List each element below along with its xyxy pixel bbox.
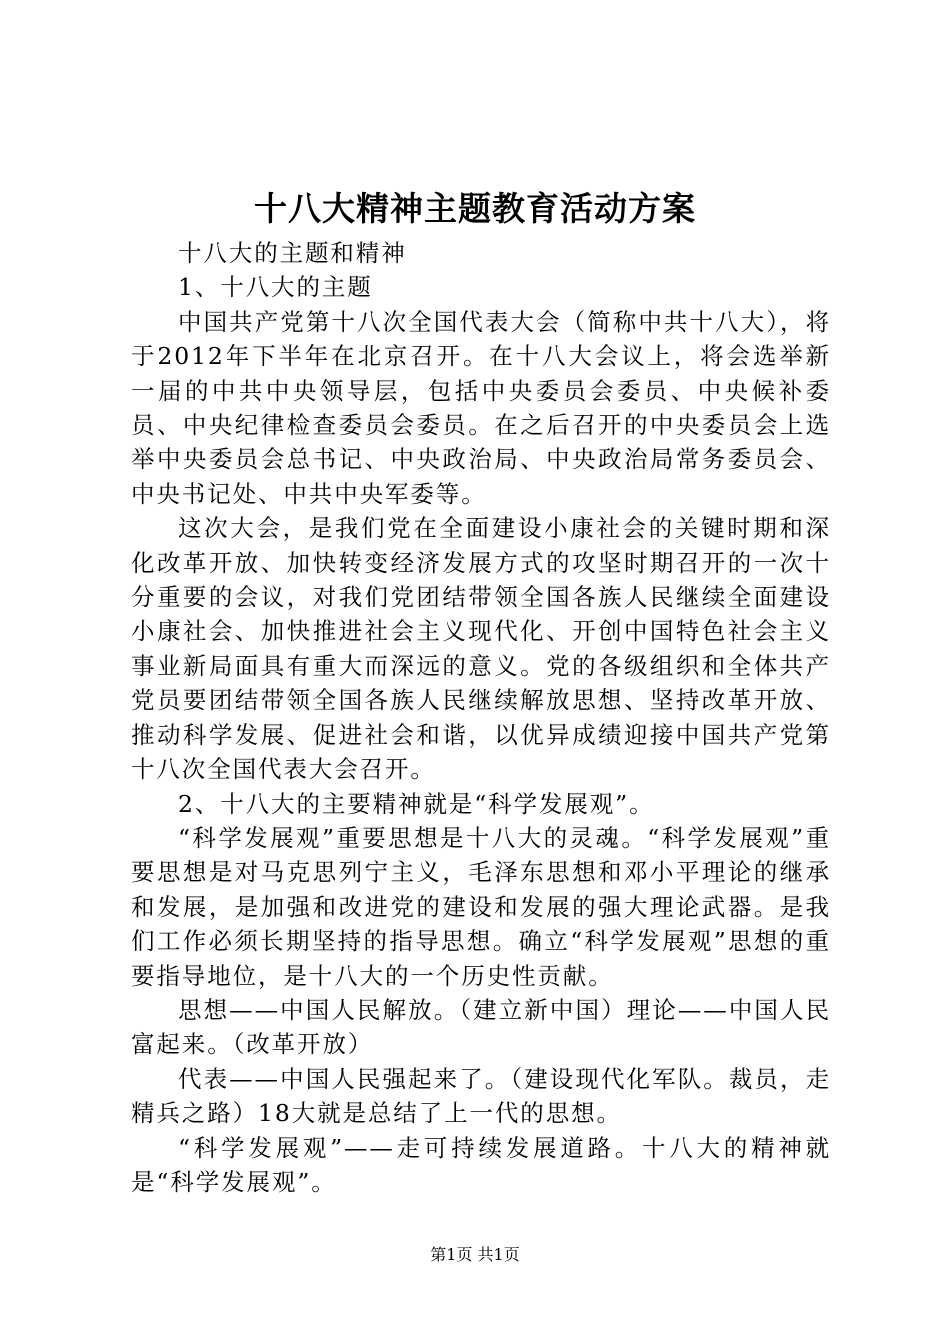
document-title: 十八大精神主题教育活动方案 (254, 189, 696, 228)
paragraph-3: 中国共产党第十八次全国代表大会（简称中共十八大），将于2012年下半年在北京召开。在十八大会议上，将会选举新一届的中共中央领导层，包括中央委员会委员、中央候补委员、中央纪律检查委员会委员。在之后召开的中央委员会上选举中央委员会总书记、中央政治局、中央政治局常务委员会、中央书记处、中共中央军委等。 (131, 307, 831, 508)
paragraph-2: 1、十八大的主题 (178, 273, 373, 302)
paragraph-4: 这次大会，是我们党在全面建设小康社会的关键时期和深化改革开放、加快转变经济发展方式的攻坚时期召开的一次十分重要的会议，对我们党团结带领全国各族人民继续全面建设小康社会、加快推进社会主义现代化、开创中国特色社会主义事业新局面具有重大而深远的意义。党的各级组织和全体共产党员要团结带领全国各族人民继续解放思想、坚持改革开放、推动科学发展、促进社会和谐，以优异成绩迎接中国共产党第十八次全国代表大会召开。 (131, 514, 831, 784)
paragraph-9: “科学发展观”——走可持续发展道路。十八大的精神就是“科学发展观”。 (131, 1133, 831, 1196)
paragraph-6: “科学发展观”重要思想是十八大的灵魂。“科学发展观”重要思想是对马克思列宁主义，毛泽东思想和邓小平理论的继承和发展，是加强和改进党的建设和发展的强大理论武器。是我们工作必须长期坚持的指导思想。确立“科学发展观”思想的重要指导地位，是十八大的一个历史性贡献。 (131, 823, 831, 990)
paragraph-1: 十八大的主题和精神 (178, 239, 407, 267)
paragraph-7: 思想——中国人民解放。（建立新中国）理论——中国人民富起来。（改革开放） (131, 995, 831, 1059)
paragraph-8: 代表——中国人民强起来了。（建设现代化军队。裁员，走精兵之路）18大就是总结了上一代的思想。 (131, 1064, 831, 1128)
paragraph-5: 2、十八大的主要精神就是“科学发展观”。 (178, 789, 655, 818)
document-body (131, 236, 831, 1199)
page-footer: 第1页 共1页 (430, 1245, 520, 1264)
